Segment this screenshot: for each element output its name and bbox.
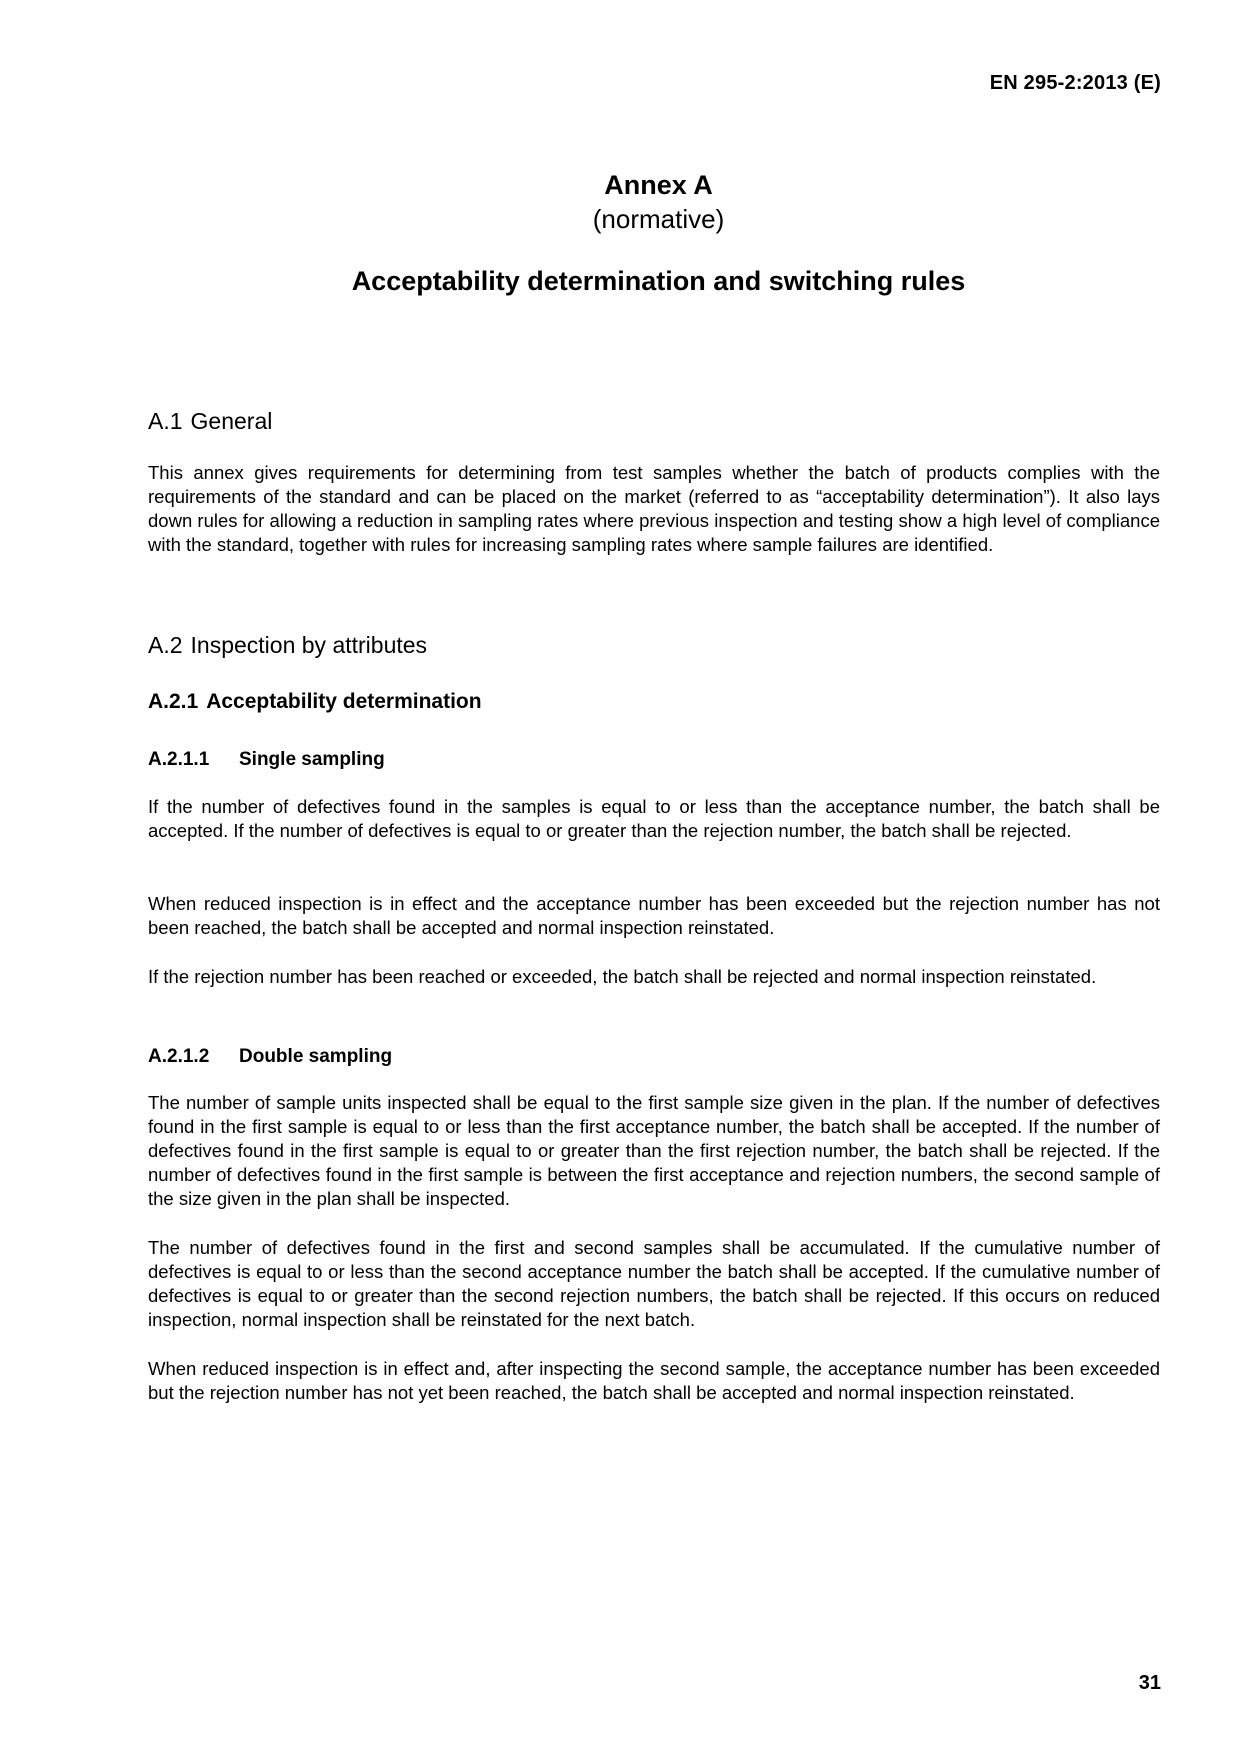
section-number: A.2.1.2 xyxy=(148,1046,210,1067)
paragraph: If the rejection number has been reached or exceeded, the batch shall be rejected and normal inspection reinstated. xyxy=(148,966,1097,987)
paragraph: The number of sample units inspected shall be equal to the first sample size given in the plan. If the number of defectives found in the first sample is equal to or less than the first acceptance number, the batch shall be accepted. If the number of defectives found in the first sample is equal to or greater than the first rejection number, the batch shall be rejected. If the number of defectives found in the first sample is between the first acceptance and rejection numbers, the second sample of the size given in the plan shall be inspected. xyxy=(148,1092,1160,1209)
page-number: 31 xyxy=(1138,1672,1161,1694)
section-number: A.2.1 xyxy=(148,690,199,713)
section-heading-a212 xyxy=(148,1045,392,1069)
section-heading-a2 xyxy=(148,631,427,659)
document-id: EN 295-2:2013 (E) xyxy=(989,72,1161,94)
paragraph: When reduced inspection is in effect and, after inspecting the second sample, the acceptance number has been exceeded but the rejection number has not yet been reached, the batch shall be accepted and normal inspection reinstated. xyxy=(148,1358,1160,1403)
annex-heading: Acceptability determination and switching rules xyxy=(351,266,966,296)
section-number: A.1 xyxy=(148,408,183,434)
section-title: Single sampling xyxy=(239,749,385,770)
paragraph: If the number of defectives found in the samples is equal to or less than the acceptance number, the batch shall be accepted. If the number of defectives is equal to or greater than the rejection number, the batch shall be rejected. xyxy=(148,796,1160,841)
section-title: Double sampling xyxy=(239,1046,393,1067)
section-title: Acceptability determination xyxy=(206,690,482,713)
annex-type: (normative) xyxy=(592,204,725,234)
section-title: Inspection by attributes xyxy=(190,632,428,658)
paragraph: When reduced inspection is in effect and the acceptance number has been exceeded but the rejection number has not been reached, the batch shall be accepted and normal inspection reinstated. xyxy=(148,893,1160,938)
section-heading-a211 xyxy=(148,748,385,772)
paragraph: This annex gives requirements for determining from test samples whether the batch of products complies with the requirements of the standard and can be placed on the market (referred to as “acceptability determination”). It also lays down rules for allowing a reduction in sampling rates where previous inspection and testing show a high level of compliance with the standard, together with rules for increasing sampling rates where sample failures are identified. xyxy=(148,462,1160,555)
annex-title-block xyxy=(0,168,1240,298)
section-heading-a21 xyxy=(148,689,482,715)
section-title: General xyxy=(190,408,273,434)
section-number: A.2 xyxy=(148,632,183,658)
section-number: A.2.1.1 xyxy=(148,749,210,770)
section-heading-a1 xyxy=(148,407,272,435)
paragraph: The number of defectives found in the first and second samples shall be accumulated. If the cumulative number of defectives is equal to or less than the second acceptance number the batch shall be accepted. If the cumulative number of defectives is equal to or greater than the second rejection numbers, the batch shall be rejected. If this occurs on reduced inspection, normal inspection shall be reinstated for the next batch. xyxy=(148,1237,1160,1330)
annex-title: Annex A xyxy=(604,170,713,200)
